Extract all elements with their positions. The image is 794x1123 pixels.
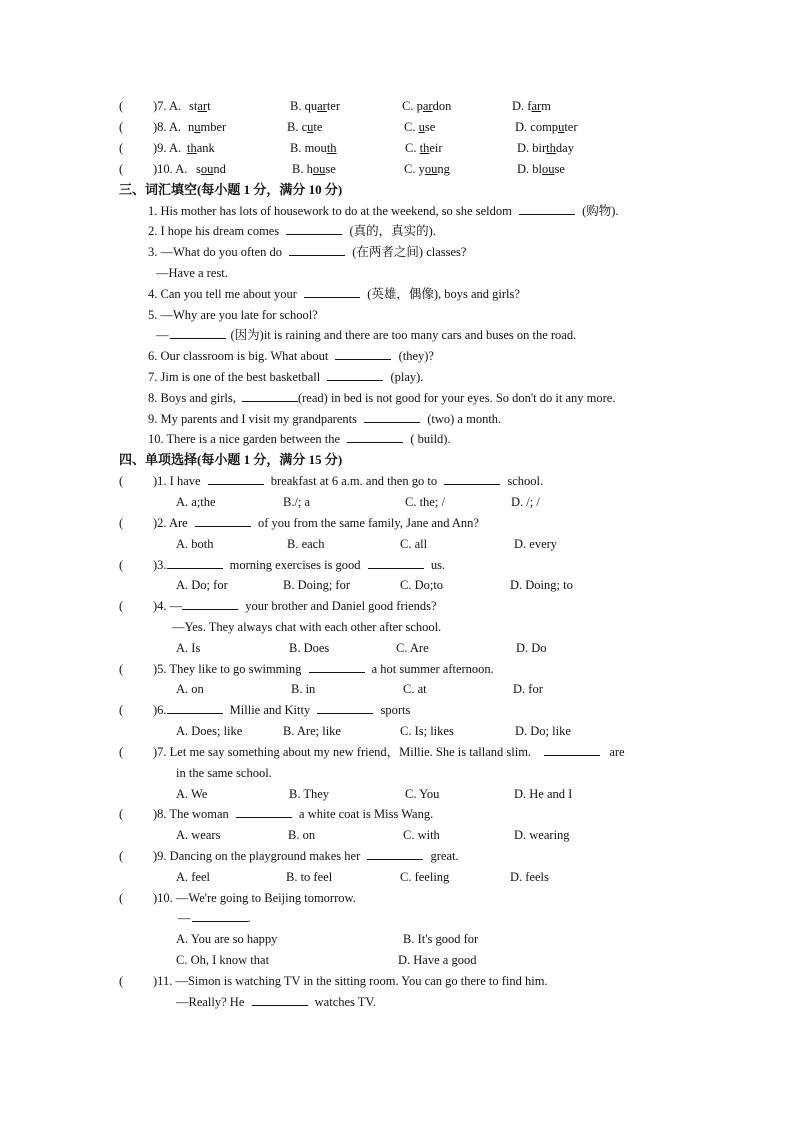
vocab-q8: 8. Boys and girls, (read) in bed is not good for your eyes. So don't do it any more. bbox=[148, 391, 616, 405]
mc-q1-opt-c[interactable]: C. the; / bbox=[405, 495, 445, 509]
mc-q10-blank[interactable] bbox=[192, 910, 248, 922]
mc-q8-blank[interactable] bbox=[236, 806, 292, 818]
mc-q7-opt-c[interactable]: C. You bbox=[405, 787, 440, 801]
answer-paren: ( bbox=[119, 558, 124, 572]
mc-q5-opt-c[interactable]: C. at bbox=[403, 682, 427, 696]
mc-q3-opt-c[interactable]: C. Do;to bbox=[400, 578, 444, 592]
mc-q5-opt-b[interactable]: B. in bbox=[291, 682, 316, 696]
vocab-q2-blank[interactable] bbox=[286, 223, 342, 235]
mc-q6-blank[interactable] bbox=[167, 702, 223, 714]
mc-q2-opt-d[interactable]: D. every bbox=[514, 537, 558, 551]
vocab-q6-blank[interactable] bbox=[335, 348, 391, 360]
mc-q3-opt-b[interactable]: B. Doing; for bbox=[283, 578, 351, 592]
mc-q9-opt-d[interactable]: D. feels bbox=[510, 870, 549, 884]
mc-q2-blank[interactable] bbox=[195, 515, 251, 527]
pron-q10-d: D. blouse bbox=[517, 162, 565, 176]
pron-q8-a: number bbox=[188, 120, 227, 134]
mc-q6-blank-2[interactable] bbox=[317, 702, 373, 714]
section4-title: 四、单项选择(每小题 1 分，满分 15 分) bbox=[119, 452, 343, 467]
mc-q8-opt-b[interactable]: B. on bbox=[288, 828, 316, 842]
answer-paren: ( bbox=[119, 474, 124, 488]
mc-q6-opt-a[interactable]: A. Does; like bbox=[176, 724, 243, 738]
pron-q8-d: D. computer bbox=[515, 120, 578, 134]
pron-q8-b: B. cute bbox=[287, 120, 323, 134]
mc-q3-opt-d[interactable]: D. Doing; to bbox=[510, 578, 573, 592]
pron-q8-c: C. use bbox=[404, 120, 436, 134]
mc-q2-opt-b[interactable]: B. each bbox=[287, 537, 325, 551]
mc-q10-opt-b[interactable]: B. It's good for bbox=[403, 932, 479, 946]
answer-paren: ( bbox=[119, 99, 124, 113]
pron-q9-c: C. their bbox=[405, 141, 443, 155]
mc-q1-opt-a[interactable]: A. a;the bbox=[176, 495, 216, 509]
mc-q9-opt-c[interactable]: C. feeling bbox=[400, 870, 450, 884]
mc-q1-blank[interactable] bbox=[208, 473, 264, 485]
mc-q6-opt-c[interactable]: C. Is; likes bbox=[400, 724, 454, 738]
answer-paren: ( bbox=[119, 974, 124, 988]
answer-paren: ( bbox=[119, 599, 124, 613]
mc-q7-cont: in the same school. bbox=[176, 766, 272, 780]
mc-q6-opt-b[interactable]: B. Are; like bbox=[283, 724, 341, 738]
vocab-q7-blank[interactable] bbox=[327, 369, 383, 381]
mc-q4-opt-c[interactable]: C. Are bbox=[396, 641, 429, 655]
vocab-q1-blank[interactable] bbox=[519, 203, 575, 215]
vocab-q9: 9. My parents and I visit my grandparents (two) a month. bbox=[148, 412, 502, 426]
mc-q3-blank[interactable] bbox=[167, 557, 223, 569]
mc-q1-opt-b[interactable]: B./; a bbox=[283, 495, 311, 509]
mc-q7-opt-d[interactable]: D. He and I bbox=[514, 787, 573, 801]
section3-title: 三、词汇填空(每小题 1 分，满分 10 分) bbox=[119, 182, 343, 197]
mc-q5-blank[interactable] bbox=[309, 661, 365, 673]
answer-paren: ( bbox=[119, 141, 124, 155]
mc-q4-blank[interactable] bbox=[182, 598, 238, 610]
mc-q7-opt-b[interactable]: B. They bbox=[289, 787, 330, 801]
vocab-q10-blank[interactable] bbox=[347, 431, 403, 443]
pron-q7-num: )7. A. bbox=[153, 99, 182, 113]
mc-q7-blank[interactable] bbox=[544, 744, 600, 756]
mc-q4-opt-a[interactable]: A. Is bbox=[176, 641, 201, 655]
answer-paren: ( bbox=[119, 516, 124, 530]
mc-q4-opt-b[interactable]: B. Does bbox=[289, 641, 330, 655]
mc-q9-opt-a[interactable]: A. feel bbox=[176, 870, 211, 884]
pron-q7-c: C. pardon bbox=[402, 99, 452, 113]
mc-q6-opt-d[interactable]: D. Do; like bbox=[515, 724, 571, 738]
pron-q7-b: B. quarter bbox=[290, 99, 340, 113]
mc-q2-opt-c[interactable]: C. all bbox=[400, 537, 428, 551]
vocab-q4-blank[interactable] bbox=[304, 286, 360, 298]
mc-q10-opt-d[interactable]: D. Have a good bbox=[398, 953, 477, 967]
mc-q10-answer: — . bbox=[178, 911, 251, 925]
mc-q8-opt-c[interactable]: C. with bbox=[403, 828, 440, 842]
vocab-q5: 5. —Why are you late for school? bbox=[148, 308, 318, 322]
mc-q10-opt-a[interactable]: A. You are so happy bbox=[176, 932, 278, 946]
vocab-q5-answer: — (因为)it is raining and there are too many cars and buses on the road. bbox=[156, 328, 577, 342]
pron-q10-c: C. young bbox=[404, 162, 450, 176]
mc-q11-blank[interactable] bbox=[252, 994, 308, 1006]
vocab-q3-blank[interactable] bbox=[289, 244, 345, 256]
answer-paren: ( bbox=[119, 662, 124, 676]
mc-q3-blank-2[interactable] bbox=[368, 557, 424, 569]
mc-q8-opt-d[interactable]: D. wearing bbox=[514, 828, 570, 842]
vocab-q3-answer: —Have a rest. bbox=[156, 266, 228, 280]
vocab-q6: 6. Our classroom is big. What about (they)? bbox=[148, 349, 434, 363]
mc-q8-opt-a[interactable]: A. wears bbox=[176, 828, 221, 842]
mc-q2-opt-a[interactable]: A. both bbox=[176, 537, 214, 551]
pron-q10-num: )10. A. bbox=[153, 162, 188, 176]
vocab-q3: 3. —What do you often do (在两者之间) classes? bbox=[148, 245, 467, 259]
pron-q8-num: )8. A. bbox=[153, 120, 182, 134]
answer-paren: ( bbox=[119, 849, 124, 863]
mc-q7-opt-a[interactable]: A. We bbox=[176, 787, 208, 801]
pron-q10-a: sound bbox=[196, 162, 226, 176]
mc-q9-opt-b[interactable]: B. to feel bbox=[286, 870, 333, 884]
pron-q9-num: )9. A. bbox=[153, 141, 182, 155]
vocab-q9-blank[interactable] bbox=[364, 411, 420, 423]
mc-q9-blank[interactable] bbox=[367, 848, 423, 860]
pron-q9-a: thank bbox=[187, 141, 215, 155]
pron-q9-b: B. mouth bbox=[290, 141, 337, 155]
vocab-q5-blank[interactable] bbox=[170, 327, 226, 339]
vocab-q1: 1. His mother has lots of housework to do at the weekend, so she seldom (购物). bbox=[148, 204, 619, 218]
mc-q4-opt-d[interactable]: D. Do bbox=[516, 641, 547, 655]
answer-paren: ( bbox=[119, 162, 124, 176]
pron-q7-a: start bbox=[189, 99, 211, 113]
vocab-q8-blank[interactable] bbox=[242, 390, 298, 402]
mc-q10-opt-c[interactable]: C. Oh, I know that bbox=[176, 953, 270, 967]
answer-paren: ( bbox=[119, 703, 124, 717]
answer-paren: ( bbox=[119, 745, 124, 759]
answer-paren: ( bbox=[119, 807, 124, 821]
pron-q9-d: D. birthday bbox=[517, 141, 574, 155]
pron-q10-b: B. house bbox=[292, 162, 336, 176]
mc-q5-opt-d[interactable]: D. for bbox=[513, 682, 543, 696]
vocab-q4: 4. Can you tell me about your (英雄，偶像), boys and girls? bbox=[148, 287, 520, 301]
mc-q5-opt-a[interactable]: A. on bbox=[176, 682, 204, 696]
mc-q1-opt-d[interactable]: D. /; / bbox=[511, 495, 540, 509]
mc-q4-answer: —Yes. They always chat with each other after school. bbox=[172, 620, 442, 634]
vocab-q10: 10. There is a nice garden between the ( build). bbox=[148, 432, 451, 446]
mc-q11-answer: —Really? He watches TV. bbox=[176, 995, 376, 1009]
mc-q1-blank-2[interactable] bbox=[444, 473, 500, 485]
vocab-q2: 2. I hope his dream comes (真的，真实的). bbox=[148, 224, 436, 238]
vocab-q7: 7. Jim is one of the best basketball (play). bbox=[148, 370, 424, 384]
answer-paren: ( bbox=[119, 120, 124, 134]
answer-paren: ( bbox=[119, 891, 124, 905]
mc-q3-opt-a[interactable]: A. Do; for bbox=[176, 578, 228, 592]
pron-q7-d: D. farm bbox=[512, 99, 551, 113]
